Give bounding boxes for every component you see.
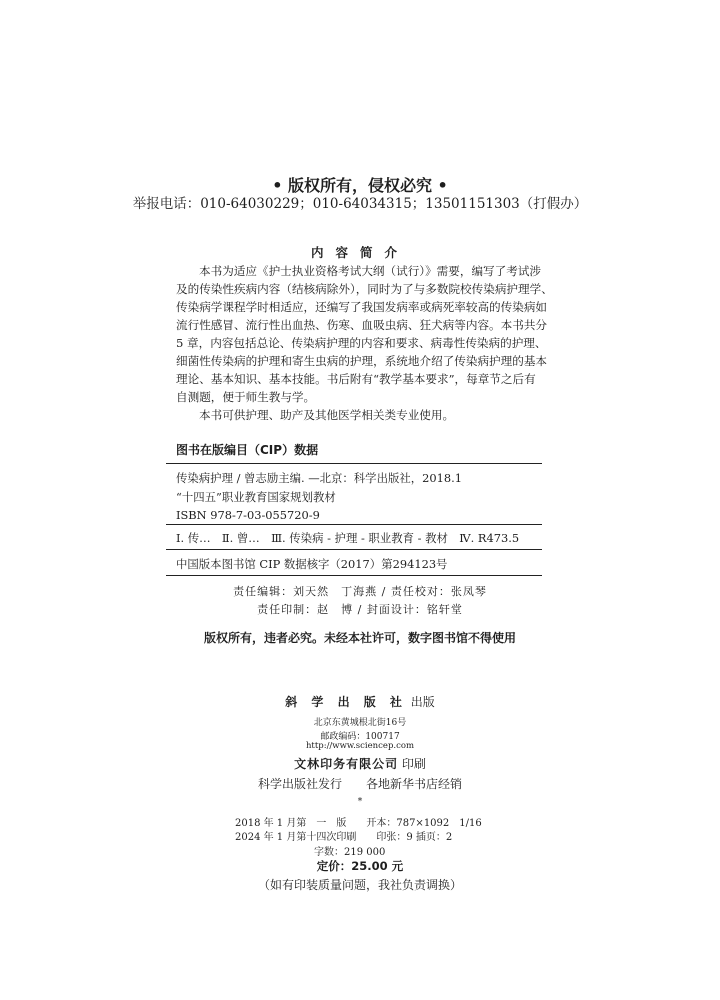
printer-name: 文林印务有限公司 [294, 757, 399, 771]
publisher-address: 北京东黄城根北街16号 [313, 718, 407, 728]
intro-line: 传染病学课程学时相适应，还编写了我国发病率或病死率较高的传染病如 [176, 300, 548, 314]
cip-isbn: ISBN 978-7-03-055720-9 [176, 508, 320, 522]
rights-notice: 版权所有，违者必究。未经本社许可，数字图书馆不得使用 [203, 631, 516, 645]
intro-line: 自测题，便于师生教与学。 [176, 390, 316, 404]
edition-line-2: 2024 年 1 月第十四次印刷 印张：9 插页：2 [235, 832, 453, 843]
cip-verification: 中国版本图书馆 CIP 数据核字（2017）第294123号 [176, 557, 448, 571]
cip-lower-rule [166, 549, 542, 550]
cip-series: “十四五”职业教育国家规划教材 [176, 490, 336, 504]
distribution-line: 科学出版社发行 各地新华书店经销 [257, 777, 462, 791]
cip-middle-rule [166, 524, 542, 525]
printer-line [0, 755, 720, 772]
cip-entry: 传染病护理 / 曾志励主编. —北京：科学出版社，2018.1 [176, 471, 462, 485]
cip-bottom-rule [166, 575, 542, 576]
separator-asterisk: * [357, 797, 363, 807]
intro-body [176, 262, 556, 424]
intro-line: 流行性感冒、流行性出血热、伤寒、血吸虫病、狂犬病等内容。本书共分 [176, 318, 548, 332]
publisher-name: 斜 学 出 版 社 [285, 695, 407, 709]
intro-line: 本书为适应《护士执业资格考试大纲（试行）》需要，编写了考试涉 [199, 264, 542, 278]
copyright-title: • 版权所有，侵权必究 • [272, 176, 448, 195]
report-phone-line: 举报电话：010-64030229；010-64034315；13501151303（打假办） [132, 196, 588, 212]
edition-line-1: 2018 年 1 月第 一 版 开本：787×1092 1/16 [235, 818, 482, 829]
quality-note: （如有印装质量问题，我社负责调换） [257, 878, 462, 892]
price: 定价：25.00 元 [316, 859, 404, 873]
intro-line: 理论、基本知识、基本技能。书后附有“教学基本要求”，每章节之后有 [176, 372, 536, 386]
edition-line-3: 字数：219 000 [314, 847, 386, 858]
staff-line-2: 责任印制：赵 博 / 封面设计：铭轩堂 [257, 603, 463, 616]
printer-role: 印刷 [401, 757, 426, 771]
publisher-line [0, 693, 720, 710]
cip-title: 图书在版编目（CIP）数据 [176, 443, 319, 457]
publisher-postcode: 邮政编码：100717 [320, 732, 400, 742]
intro-line: 及的传染性疾病内容（结核病除外），同时为了与多数院校传染病护理学、 [176, 282, 553, 296]
publisher-website: http://www.sciencep.com [305, 741, 415, 751]
publisher-role: 出版 [410, 695, 435, 709]
intro-line: 本书可供护理、助产及其他医学相关类专业使用。 [199, 408, 455, 422]
intro-heading: 内容简介 [310, 245, 409, 260]
intro-line: 5 章，内容包括总论、传染病护理的内容和要求、病毒性传染病的护理、 [176, 336, 547, 350]
intro-line: 细菌性传染病的护理和寄生虫病的护理，系统地介绍了传染病护理的基本 [176, 354, 548, 368]
cip-top-rule [166, 463, 542, 464]
cip-classification: Ⅰ. 传… Ⅱ. 曾… Ⅲ. 传染病 - 护理 - 职业教育 - 教材 Ⅳ. R473.5 [176, 531, 520, 545]
staff-line-1: 责任编辑：刘天然 丁海燕 / 责任校对：张凤琴 [233, 585, 487, 598]
